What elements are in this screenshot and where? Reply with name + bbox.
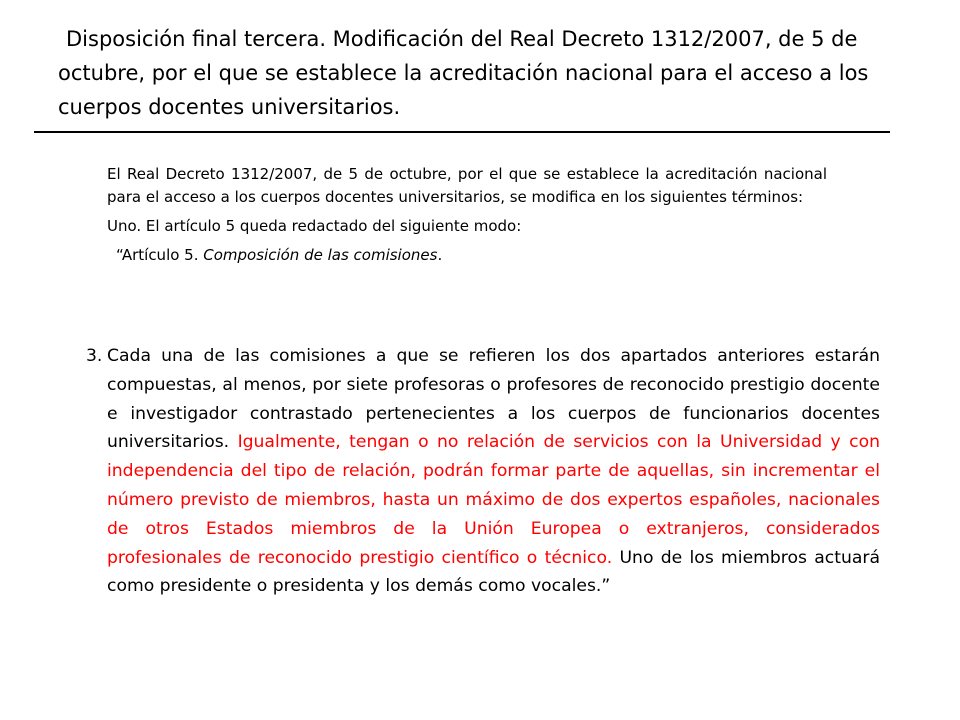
article-prefix: “Artículo 5.: [116, 246, 204, 264]
article-heading: [107, 244, 827, 267]
article-suffix: .: [437, 246, 443, 264]
clause-3: [86, 342, 880, 601]
title-line-rest: octubre, por el que se establece la acreditación nacional para el acceso a los cuerpos docentes universitarios.: [58, 61, 869, 119]
decree-paragraph: El Real Decreto 1312/2007, de 5 de octubre, por el que se establece la acreditación nacional para el acceso a los cuerpos docentes universitarios, se modifica en los siguientes términos:: [107, 165, 827, 206]
clause-text-black-2: Uno de los miembros actuará como presidente o presidenta y los demás como vocales.”: [107, 547, 881, 597]
slide-title: [58, 22, 898, 124]
clause-number: 3.: [86, 346, 103, 366]
clause-body: [107, 342, 880, 601]
clause-text-highlighted: Igualmente, tengan o no relación de servicios con la Universidad y con independencia del tipo de relación, podrán formar parte de aquellas, sin incrementar el número previsto de miembros, hasta un máximo de dos expertos españoles, nacionales de otros Estados miembros de la Unión Europea o extranjeros, considerados profesionales de reconocido prestigio científico o técnico.: [107, 432, 880, 568]
clause-text-black-1: Cada una de las comisiones a que se refieren los dos apartados anteriores estarán compuestas, al menos, por siete profesoras o profesores de reconocido prestigio docente e investigador contrastado pertenecientes a los cuerpos de funcionarios docentes universitarios.: [107, 346, 880, 453]
intro-block: [107, 163, 827, 267]
title-line-1: Disposición final tercera. Modificación del Real Decreto 1312/2007, de 5 de: [66, 27, 858, 51]
article-title: Composición de las comisiones: [203, 246, 438, 264]
amendment-one-paragraph: Uno. El artículo 5 queda redactado del siguiente modo:: [107, 217, 522, 235]
title-divider: [34, 131, 890, 133]
